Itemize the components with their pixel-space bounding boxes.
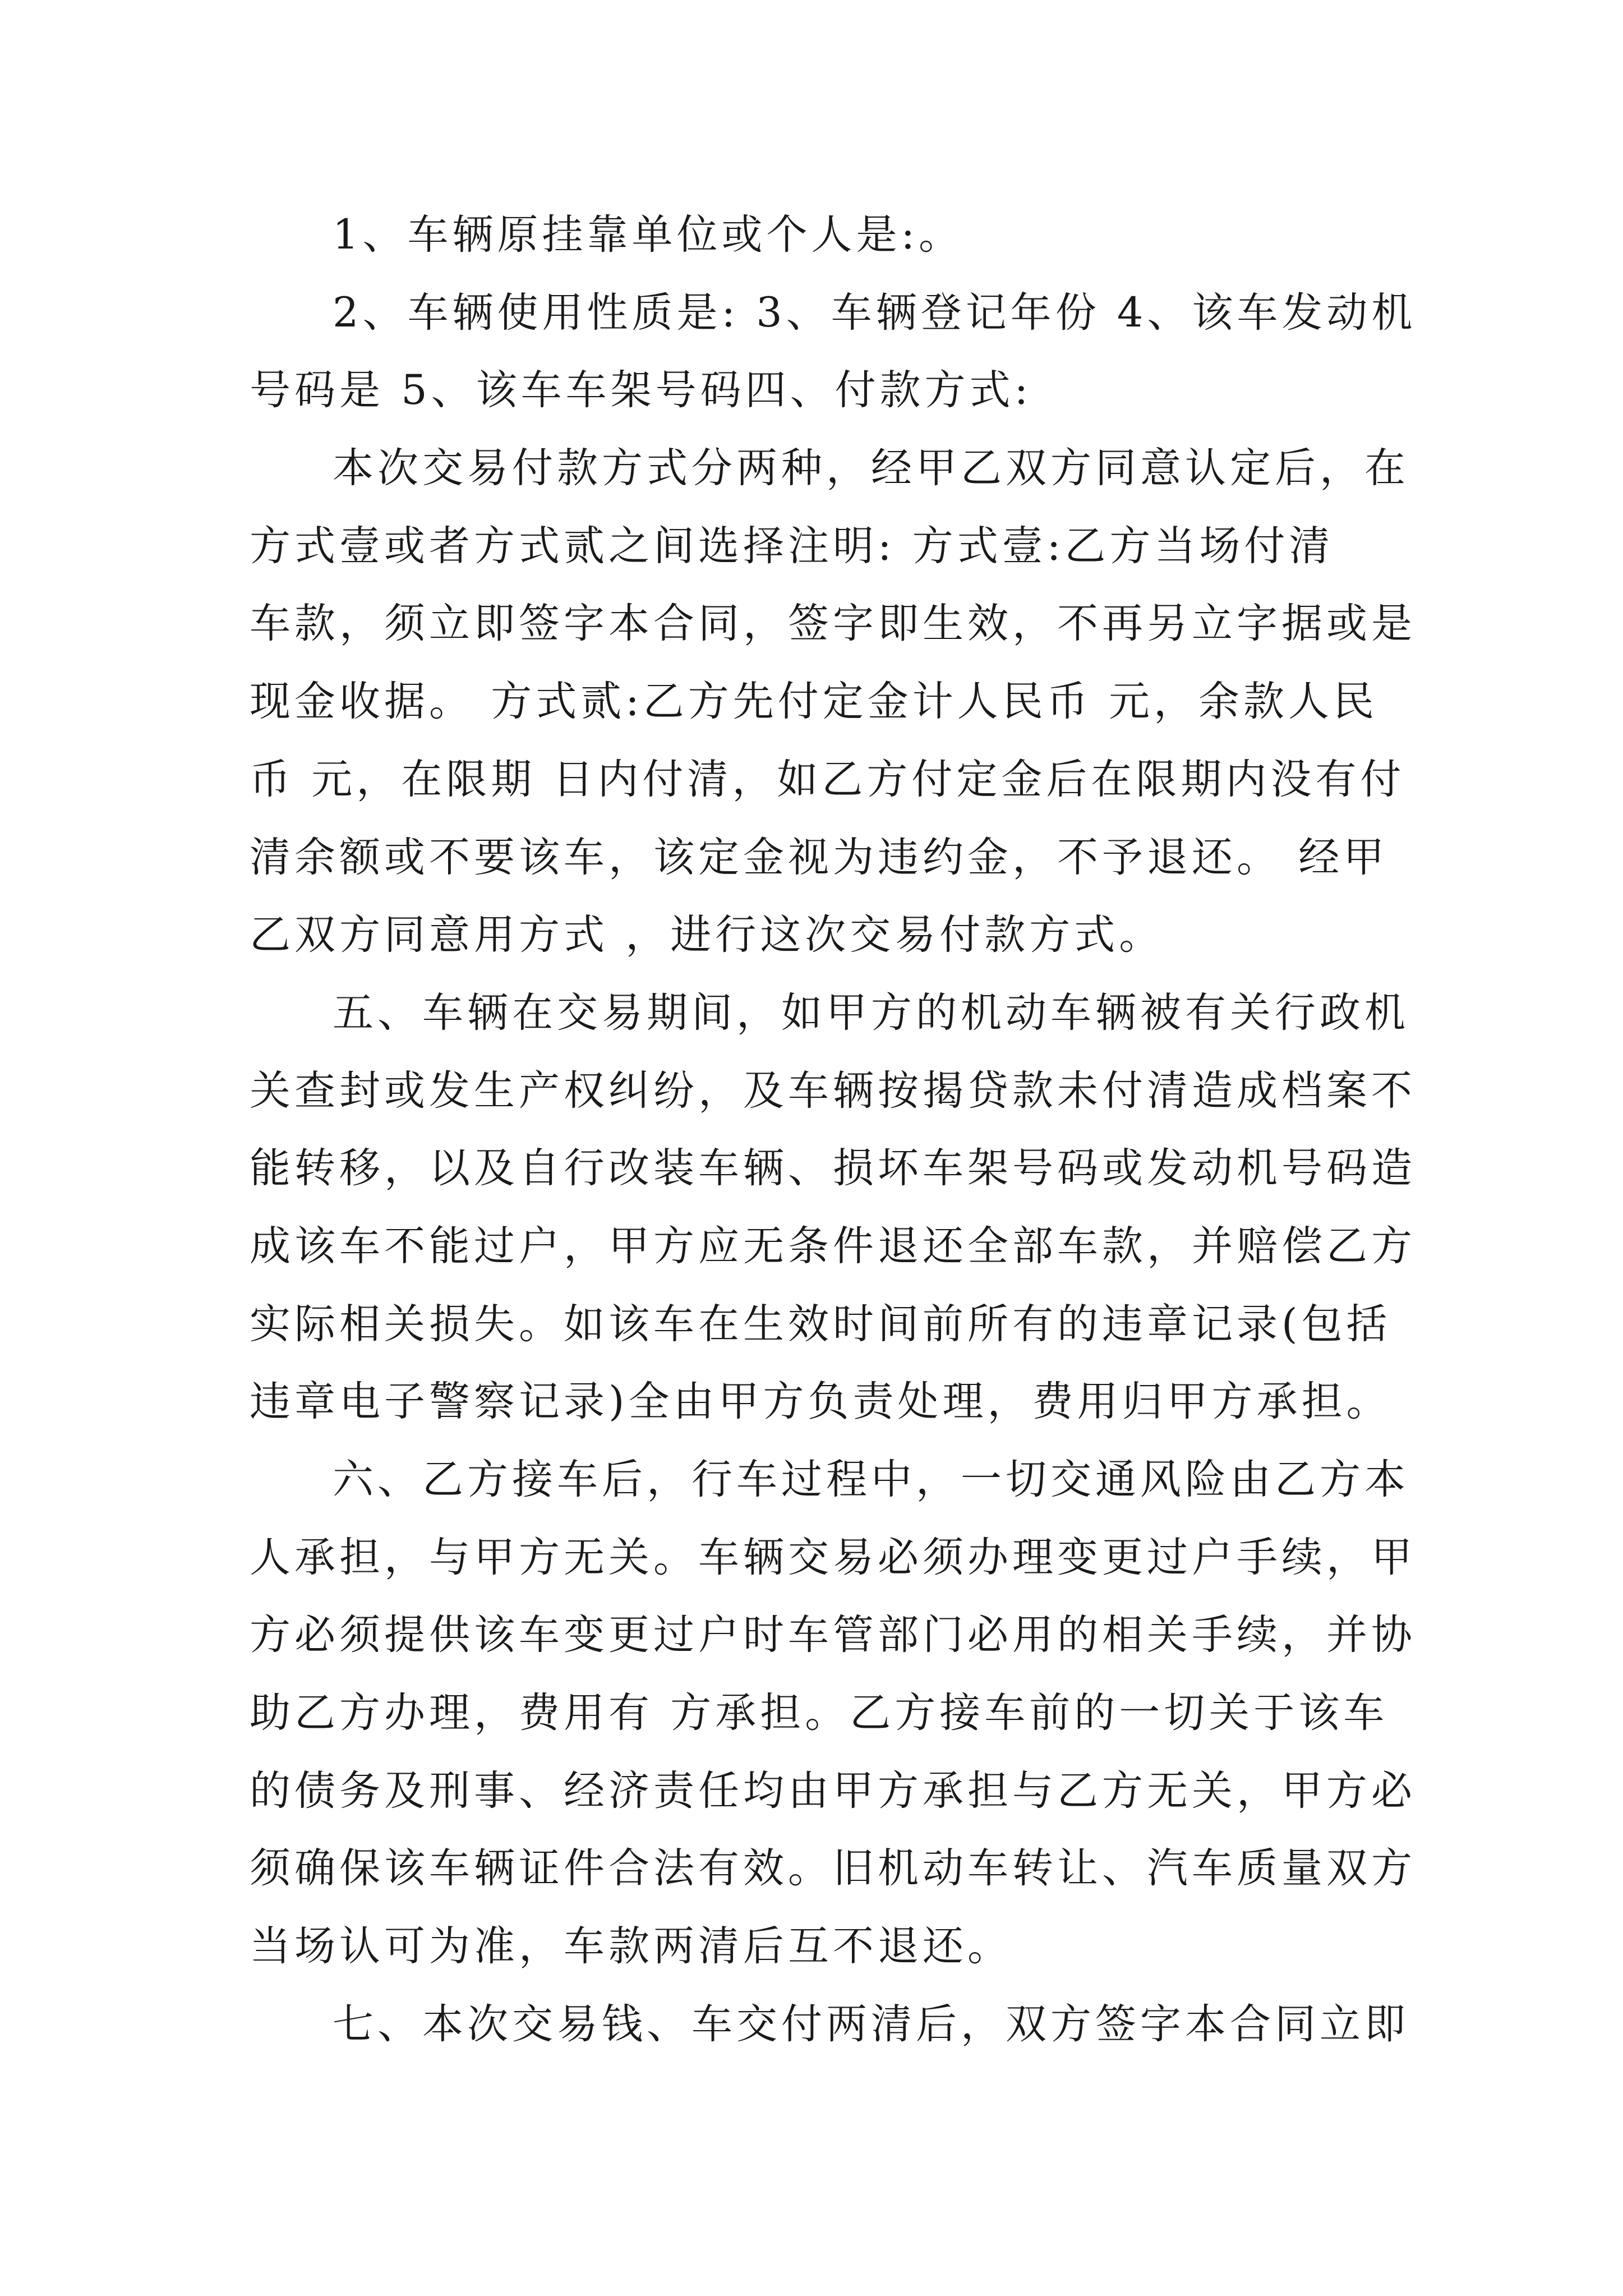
paragraph-line: 助乙方办理，费用有 方承担。乙方接车前的一切关于该车 bbox=[250, 1689, 1389, 1737]
paragraph-line: 方必须提供该车变更过户时车管部门必用的相关手续，并协 bbox=[250, 1611, 1416, 1659]
paragraph-first-line: 六、乙方接车后，行车过程中，一切交通风险由乙方本 bbox=[333, 1456, 1409, 1503]
paragraph-line: 乙双方同意用方式 ，进行这次交易付款方式。 bbox=[250, 911, 1164, 959]
paragraph-line: 清余额或不要该车，该定金视为违约金，不予退还。 经甲 bbox=[250, 833, 1389, 881]
paragraph-line: 现金收据。 方式贰:乙方先付定金计人民币 元，余款人民 bbox=[250, 678, 1378, 726]
paragraph-first-line: 五、车辆在交易期间，如甲方的机动车辆被有关行政机 bbox=[333, 988, 1409, 1037]
paragraph-first-line: 1、车辆原挂靠单位或个人是:。 bbox=[333, 211, 964, 259]
paragraph-line: 能转移，以及自行改装车辆、损坏车架号码或发动机号码造 bbox=[250, 1144, 1416, 1193]
paragraph-line: 的债务及刑事、经济责任均由甲方承担与乙方无关，甲方必 bbox=[250, 1766, 1416, 1815]
paragraph-line: 须确保该车辆证件合法有效。旧机动车转让、汽车质量双方 bbox=[250, 1844, 1416, 1893]
paragraph-line: 方式壹或者方式贰之间选择注明: 方式壹:乙方当场付清 bbox=[250, 522, 1334, 570]
paragraph-first-line: 本次交易付款方式分两种，经甲乙双方同意认定后，在 bbox=[333, 444, 1409, 493]
paragraph-first-line: 七、本次交易钱、车交付两清后，双方签字本合同立即 bbox=[333, 2000, 1409, 2048]
paragraph-line: 号码是 5、该车车架号码四、付款方式: bbox=[250, 366, 1032, 415]
paragraph-line: 违章电子警察记录)全由甲方负责处理，费用归甲方承担。 bbox=[250, 1378, 1391, 1426]
paragraph-line: 实际相关损失。如该车在生效时间前所有的违章记录(包括 bbox=[250, 1300, 1391, 1348]
paragraph-line: 当场认可为准，车款两清后互不退还。 bbox=[250, 1922, 1012, 1971]
document-body bbox=[250, 196, 1417, 2064]
paragraph-first-line: 2、车辆使用性质是: 3、车辆登记年份 4、该车发动机 bbox=[333, 288, 1417, 337]
paragraph-line: 关查封或发生产权纠纷，及车辆按揭贷款未付清造成档案不 bbox=[250, 1066, 1416, 1115]
paragraph-line: 币 元，在限期 日内付清，如乙方付定金后在限期内没有付 bbox=[250, 755, 1405, 803]
paragraph-line: 成该车不能过户，甲方应无条件退还全部车款，并赔偿乙方 bbox=[250, 1222, 1416, 1270]
paragraph-line: 人承担，与甲方无关。车辆交易必须办理变更过户手续，甲 bbox=[250, 1533, 1416, 1581]
paragraph-line: 车款，须立即签字本合同，签字即生效，不再另立字据或是 bbox=[250, 600, 1416, 648]
